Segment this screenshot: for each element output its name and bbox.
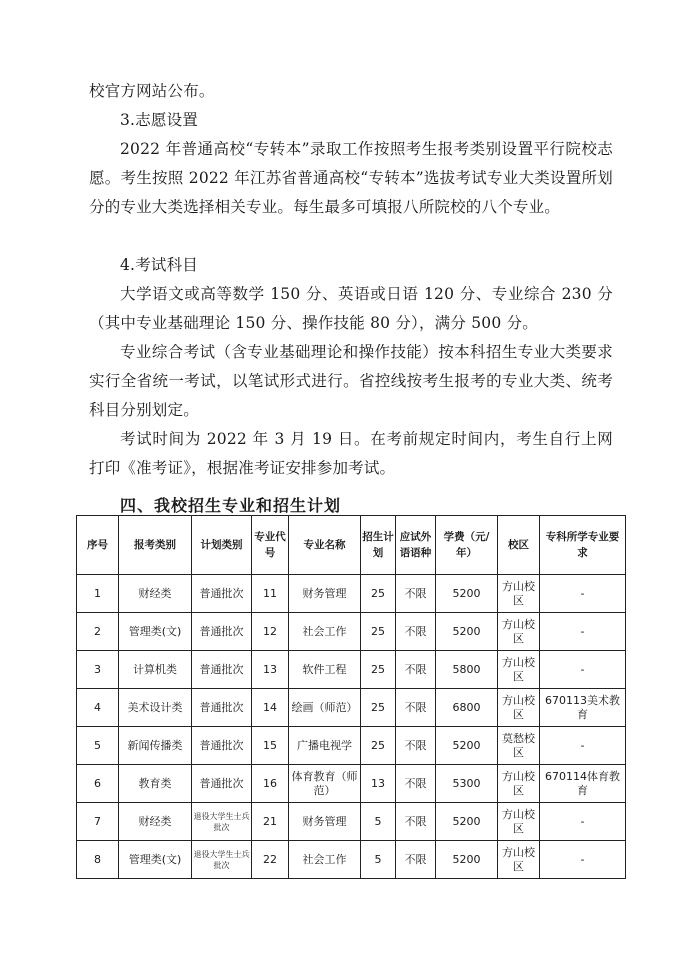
paragraph-exam-time: 考试时间为 2022 年 3 月 19 日。在考前规定时间内，考生自行上网打印《准考证》，根据准考证安排参加考试。 bbox=[89, 430, 613, 477]
cell-tuition: 5200 bbox=[436, 575, 498, 613]
table-row bbox=[77, 613, 626, 651]
header-requirement: 专科所学专业要求 bbox=[540, 516, 626, 575]
header-language: 应试外语语种 bbox=[396, 516, 436, 575]
cell-index: 1 bbox=[77, 575, 119, 613]
paragraph-exam-method: 专业综合考试（含专业基础理论和操作技能）按本科招生专业大类要求实行全省统一考试，以笔试形式进行。省控线按考生报考的专业大类、统考科目分别划定。 bbox=[89, 343, 613, 419]
cell-major-code: 12 bbox=[252, 613, 289, 651]
cell-category: 新闻传播类 bbox=[119, 727, 192, 765]
table-row bbox=[77, 803, 626, 841]
cell-quota: 25 bbox=[361, 575, 396, 613]
cell-language: 不限 bbox=[396, 765, 436, 803]
cell-index: 8 bbox=[77, 841, 119, 879]
cell-campus: 方山校区 bbox=[498, 841, 540, 879]
cell-plan-type: 退役大学生士兵批次 bbox=[192, 803, 252, 841]
table-row bbox=[77, 651, 626, 689]
cell-campus: 方山校区 bbox=[498, 689, 540, 727]
heading-volunteer-setting: 3.志愿设置 bbox=[120, 111, 198, 129]
cell-major-name: 财务管理 bbox=[289, 575, 361, 613]
table-row bbox=[77, 841, 626, 879]
cell-major-name: 广播电视学 bbox=[289, 727, 361, 765]
header-major-code: 专业代号 bbox=[252, 516, 289, 575]
cell-category: 财经类 bbox=[119, 803, 192, 841]
cell-index: 2 bbox=[77, 613, 119, 651]
cell-index: 4 bbox=[77, 689, 119, 727]
cell-major-code: 11 bbox=[252, 575, 289, 613]
cell-major-code: 13 bbox=[252, 651, 289, 689]
cell-tuition: 6800 bbox=[436, 689, 498, 727]
cell-plan-type: 普通批次 bbox=[192, 727, 252, 765]
cell-campus: 方山校区 bbox=[498, 613, 540, 651]
cell-requirement: - bbox=[540, 841, 626, 879]
cell-major-name: 社会工作 bbox=[289, 841, 361, 879]
cell-category: 计算机类 bbox=[119, 651, 192, 689]
cell-plan-type: 普通批次 bbox=[192, 689, 252, 727]
cell-language: 不限 bbox=[396, 651, 436, 689]
header-quota: 招生计划 bbox=[361, 516, 396, 575]
cell-quota: 25 bbox=[361, 613, 396, 651]
cell-major-code: 22 bbox=[252, 841, 289, 879]
cell-requirement: - bbox=[540, 727, 626, 765]
cell-plan-type: 普通批次 bbox=[192, 651, 252, 689]
cell-category: 教育类 bbox=[119, 765, 192, 803]
cell-category: 美术设计类 bbox=[119, 689, 192, 727]
cell-requirement: - bbox=[540, 613, 626, 651]
cell-category: 财经类 bbox=[119, 575, 192, 613]
table-header-row bbox=[77, 516, 626, 575]
cell-language: 不限 bbox=[396, 841, 436, 879]
cell-major-name: 绘画（师范） bbox=[289, 689, 361, 727]
cell-requirement: - bbox=[540, 575, 626, 613]
table-row bbox=[77, 689, 626, 727]
cell-index: 6 bbox=[77, 765, 119, 803]
cell-plan-type: 退役大学生士兵批次 bbox=[192, 841, 252, 879]
header-campus: 校区 bbox=[498, 516, 540, 575]
paragraph-publish-note: 校官方网站公布。 bbox=[89, 82, 215, 100]
header-category: 报考类别 bbox=[119, 516, 192, 575]
table-row bbox=[77, 575, 626, 613]
header-tuition: 学费（元/年） bbox=[436, 516, 498, 575]
cell-plan-type: 普通批次 bbox=[192, 575, 252, 613]
cell-campus: 方山校区 bbox=[498, 803, 540, 841]
cell-tuition: 5200 bbox=[436, 841, 498, 879]
cell-major-name: 软件工程 bbox=[289, 651, 361, 689]
cell-major-name: 财务管理 bbox=[289, 803, 361, 841]
cell-category: 管理类(文) bbox=[119, 613, 192, 651]
cell-campus: 莫愁校区 bbox=[498, 727, 540, 765]
header-plan-type: 计划类别 bbox=[192, 516, 252, 575]
cell-tuition: 5200 bbox=[436, 613, 498, 651]
cell-quota: 25 bbox=[361, 651, 396, 689]
cell-quota: 25 bbox=[361, 727, 396, 765]
paragraph-volunteer-setting: 2022 年普通高校“专转本”录取工作按照考生报考类别设置平行院校志愿。考生按照 2022 年江苏省普通高校“专转本”选拔考试专业大类设置所划分的专业大类选择相关专业。每生最多可填报八所院校的八个专业。 bbox=[89, 140, 613, 216]
cell-quota: 5 bbox=[361, 841, 396, 879]
cell-requirement: - bbox=[540, 651, 626, 689]
cell-language: 不限 bbox=[396, 727, 436, 765]
cell-requirement: 670114体育教育 bbox=[540, 765, 626, 803]
table-row bbox=[77, 765, 626, 803]
cell-language: 不限 bbox=[396, 803, 436, 841]
cell-major-code: 21 bbox=[252, 803, 289, 841]
cell-index: 3 bbox=[77, 651, 119, 689]
cell-tuition: 5200 bbox=[436, 803, 498, 841]
header-index: 序号 bbox=[77, 516, 119, 575]
cell-major-name: 社会工作 bbox=[289, 613, 361, 651]
cell-quota: 5 bbox=[361, 803, 396, 841]
cell-major-name: 体育教育（师范） bbox=[289, 765, 361, 803]
cell-quota: 25 bbox=[361, 689, 396, 727]
cell-major-code: 14 bbox=[252, 689, 289, 727]
cell-campus: 方山校区 bbox=[498, 575, 540, 613]
paragraph-exam-scores: 大学语文或高等数学 150 分、英语或日语 120 分、专业综合 230 分（其中专业基础理论 150 分、操作技能 80 分），满分 500 分。 bbox=[89, 285, 613, 332]
cell-tuition: 5800 bbox=[436, 651, 498, 689]
cell-requirement: 670113美术教育 bbox=[540, 689, 626, 727]
table-row bbox=[77, 727, 626, 765]
cell-category: 管理类(文) bbox=[119, 841, 192, 879]
section-title: 四、我校招生专业和招生计划 bbox=[120, 496, 342, 515]
cell-language: 不限 bbox=[396, 689, 436, 727]
header-major-name: 专业名称 bbox=[289, 516, 361, 575]
cell-plan-type: 普通批次 bbox=[192, 613, 252, 651]
cell-major-code: 16 bbox=[252, 765, 289, 803]
cell-campus: 方山校区 bbox=[498, 765, 540, 803]
cell-tuition: 5300 bbox=[436, 765, 498, 803]
cell-language: 不限 bbox=[396, 575, 436, 613]
cell-tuition: 5200 bbox=[436, 727, 498, 765]
cell-requirement: - bbox=[540, 803, 626, 841]
enrollment-plan-table bbox=[76, 515, 626, 879]
cell-plan-type: 普通批次 bbox=[192, 765, 252, 803]
cell-campus: 方山校区 bbox=[498, 651, 540, 689]
cell-language: 不限 bbox=[396, 613, 436, 651]
cell-index: 7 bbox=[77, 803, 119, 841]
cell-major-code: 15 bbox=[252, 727, 289, 765]
cell-quota: 13 bbox=[361, 765, 396, 803]
heading-exam-subjects: 4.考试科目 bbox=[120, 256, 198, 274]
cell-index: 5 bbox=[77, 727, 119, 765]
